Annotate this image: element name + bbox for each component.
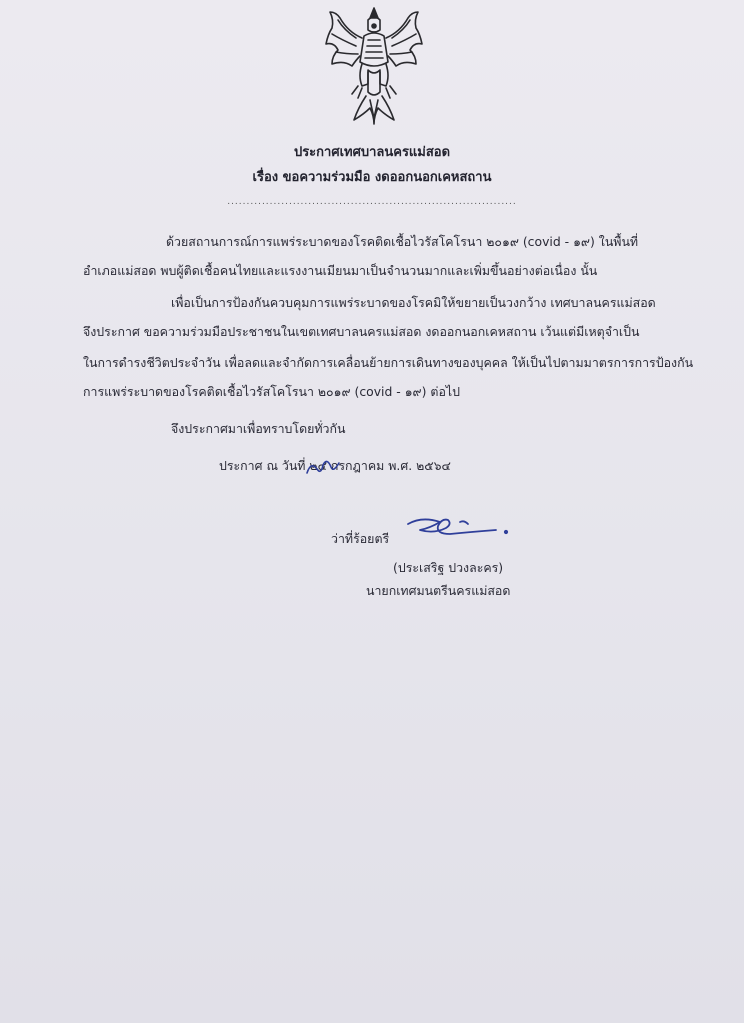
garuda-emblem-icon — [318, 4, 430, 126]
paragraph-2-line-4: การแพร่ระบาดของโรคติดเชื้อไวรัสโคโรนา ๒๐๑๙ (covid - ๑๙) ต่อไป — [83, 384, 460, 399]
date-line: ประกาศ ณ วันที่ ๒๔ กรกฎาคม พ.ศ. ๒๕๖๔ — [219, 458, 451, 473]
title-separator: ........................................................................... — [227, 197, 517, 207]
paragraph-2-line-3: ในการดำรงชีวิตประจำวัน เพื่อลดและจำกัดการเคลื่อนย้ายการเดินทางของบุคคล ให้เป็นไปตามมาตรการการป้องกัน — [83, 355, 694, 370]
paragraph-1-line-2: อำเภอแม่สอด พบผู้ติดเชื้อคนไทยและแรงงานเมียนมาเป็นจำนวนมากและเพิ่มขึ้นอย่างต่อเนื่อง นั้น — [83, 263, 598, 278]
signatory-position: นายกเทศมนตรีนครแม่สอด — [366, 583, 511, 598]
paragraph-2-line-1: เพื่อเป็นการป้องกันควบคุมการแพร่ระบาดของโรคมิให้ขยายเป็นวงกว้าง เทศบาลนครแม่สอด — [171, 295, 656, 310]
paragraph-2-line-2: จึงประกาศ ขอความร่วมมือประชาชนในเขตเทศบาลนครแม่สอด งดออกนอกเคหสถาน เว้นแต่มีเหตุจำเป็น — [83, 324, 640, 339]
handwritten-signature-icon — [400, 512, 520, 542]
announcement-title: ประกาศเทศบาลนครแม่สอด — [293, 145, 451, 160]
handwritten-date-mark-icon — [303, 451, 343, 481]
announcement-subject: เรื่อง ขอความร่วมมือ งดออกนอกเคหสถาน — [252, 170, 492, 185]
closing-line: จึงประกาศมาเพื่อทราบโดยทั่วกัน — [171, 421, 346, 436]
signatory-name: (ประเสริฐ ปวงละคร) — [393, 560, 504, 575]
signature-rank: ว่าที่ร้อยตรี — [331, 531, 390, 546]
paragraph-1-line-1: ด้วยสถานการณ์การแพร่ระบาดของโรคติดเชื้อไวรัสโคโรนา ๒๐๑๙ (covid - ๑๙) ในพื้นที่ — [166, 234, 639, 249]
